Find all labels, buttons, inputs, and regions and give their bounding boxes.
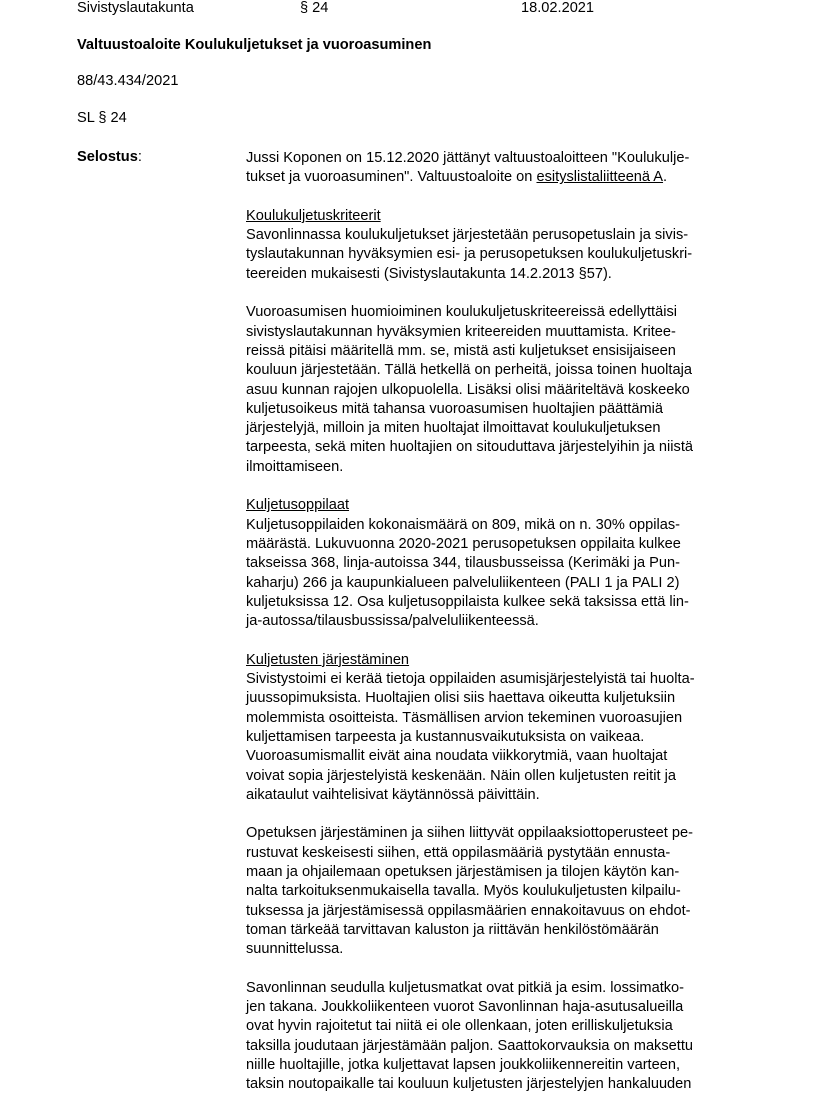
paragraph-line: järjestelyjä, milloin ja miten huoltajat ilmoittavat koulukuljetuksen	[246, 420, 661, 437]
paragraph	[246, 303, 746, 477]
paragraph-line: kaharju) 266 ja kaupunkialueen palveluliikenteen (PALI 1 ja PALI 2)	[246, 574, 680, 591]
paragraph-line: määrästä. Lukuvuonna 2020-2021 perusopetuksen oppilaita kulkee	[246, 535, 681, 552]
paragraph-line: teereiden mukaisesti (Sivistyslautakunta 14.2.2013 §57).	[246, 265, 612, 282]
paragraph-line: nalta tarkoituksenmukaisella tavalla. Myös koulukuljetusten kilpailu-	[246, 883, 681, 900]
paragraph-line: sivistyslautakunnan hyväksymien kriteereiden muuttamista. Kritee-	[246, 323, 676, 340]
intro-line-2-prefix: tukset ja vuoroasuminen". Valtuustoaloite on	[246, 169, 537, 186]
paragraph	[246, 207, 746, 284]
paragraph-line: ilmoittamiseen.	[246, 458, 344, 475]
paragraph	[246, 496, 746, 631]
paragraph-line: asuu kunnan rajojen ulkopuolella. Lisäksi olisi määriteltävä koskeeko	[246, 381, 690, 398]
paragraph-line: voivat sopia järjestelyistä keskenään. Näin ollen kuljetusten reitit ja	[246, 767, 676, 784]
paragraph-line: kouluun järjestetään. Tällä hetkellä on perheitä, joissa toinen huoltaja	[246, 362, 692, 379]
paragraph-line: Sivistystoimi ei kerää tietoja oppilaiden asumisjärjestelyistä tai huolta-	[246, 671, 695, 688]
subheading: Kuljetusoppilaat	[246, 497, 350, 514]
header-organ: Sivistyslautakunta	[77, 0, 194, 16]
paragraph	[246, 979, 746, 1095]
paragraph-line: takseissa 368, linja-autoissa 344, tilausbusseissa (Kerimäki ja Pun-	[246, 555, 680, 572]
intro-line-1: Jussi Koponen on 15.12.2020 jättänyt valtuustoaloitteen "Koulukulje-	[246, 150, 690, 166]
section-reference: SL § 24	[77, 110, 127, 126]
paragraph-line: Vuoroasumisen huomioiminen koulukuljetuskriteereissä edellyttäisi	[246, 304, 677, 321]
body-text	[246, 149, 746, 1114]
paragraph-line: kuljetusoikeus mitä tahansa vuoroasumisen huoltajien päättämiä	[246, 400, 663, 417]
paragraph-line: Vuoroasumismallit eivät aina noudata viikkorytmiä, vaan huoltajat	[246, 748, 668, 765]
selostus-label-colon: :	[137, 149, 142, 165]
paragraph-line: kuljetuksissa 12. Osa kuljetusoppilaista kulkee sekä taksissa että lin-	[246, 593, 689, 610]
subheading: Kuljetusten järjestäminen	[246, 651, 410, 668]
intro-paragraph	[246, 149, 746, 188]
paragraph-line: ja-autossa/tilausbussissa/palveluliikenteessä.	[246, 613, 539, 630]
paragraph-line: tarpeesta, sekä miten huoltajien on sitouduttava järjestelyihin ja niistä	[246, 439, 693, 456]
intro-line-2-suffix: .	[663, 169, 668, 186]
paragraph-line: maan ja ohjailemaan opetuksen järjestämisen ja tilojen käytön kan-	[246, 863, 680, 880]
paragraph-line: juussopimuksista. Huoltajien olisi siis haettava oikeutta kuljetuksiin	[246, 690, 676, 707]
paragraph-line: Kuljetusoppilaiden kokonaismäärä on 809, mikä on n. 30% oppilas-	[246, 516, 681, 533]
body-paragraphs	[246, 207, 746, 1095]
paragraph-line: toman tärkeää tarvittavan kaluston ja riittävän henkilöstömäärän	[246, 921, 659, 938]
paragraph-line: aikataulut vaihtelisivat käytännössä päivittäin.	[246, 786, 540, 803]
document-title: Valtuustoaloite Koulukuljetukset ja vuoroasuminen	[77, 37, 432, 53]
paragraph-line: tuksessa ja järjestämisessä oppilasmäärien ennakoitavuus on ehdot-	[246, 902, 691, 919]
header-section: § 24	[300, 0, 329, 16]
paragraph-line: taksilla joudutaan järjestämään paljon. Saattokorvauksia on maksettu	[246, 1037, 693, 1054]
subheading: Koulukuljetuskriteerit	[246, 207, 381, 224]
paragraph-line: reissä pitäisi määritellä mm. se, mistä asti kuljetukset ensisijaiseen	[246, 342, 676, 359]
paragraph-line: jen takana. Joukkoliikenteen vuorot Savonlinnan haja-asutusalueilla	[246, 999, 684, 1016]
paragraph-line: niille huoltajille, jotka kuljettavat lapsen joukkoliikennereitin varteen,	[246, 1056, 681, 1073]
paragraph-line: taksin noutopaikalle tai kouluun kuljetusten järjestelyjen hankaluuden	[246, 1076, 692, 1093]
paragraph-line: Savonlinnassa koulukuljetukset järjestetään perusopetuslain ja sivis-	[246, 227, 689, 244]
header-date: 18.02.2021	[521, 0, 595, 16]
paragraph-line: rustuvat keskeisesti siihen, että oppilasmääriä pystytään ennusta-	[246, 844, 671, 861]
selostus-label-text: Selostus	[77, 149, 138, 165]
paragraph	[246, 824, 746, 959]
paragraph-line: kuljettamisen tarpeesta ja kustannusvaikutuksista on vaikeaa.	[246, 728, 645, 745]
intro-line-2	[246, 168, 746, 187]
paragraph-line: suunnittelussa.	[246, 941, 344, 958]
paragraph-line: tyslautakunnan hyväksymien esi- ja perusopetuksen koulukuljetuskri-	[246, 246, 693, 263]
paragraph	[246, 651, 746, 805]
paragraph-line: Savonlinnan seudulla kuljetusmatkat ovat pitkiä ja esim. lossimatko-	[246, 979, 685, 996]
paragraph-line: Opetuksen järjestäminen ja siihen liittyvät oppilaaksiottoperusteet pe-	[246, 825, 693, 842]
diary-number: 88/43.434/2021	[77, 73, 179, 89]
attachment-link[interactable]: esityslistaliitteenä A	[536, 169, 664, 186]
selostus-label	[77, 149, 142, 165]
paragraph-line: molemmista osoitteista. Täsmällisen arvion tekeminen vuoroasujien	[246, 709, 683, 726]
paragraph-line: ovat hyvin rajoitetut tai niitä ei ole ollenkaan, joten erilliskuljetuksia	[246, 1018, 673, 1035]
